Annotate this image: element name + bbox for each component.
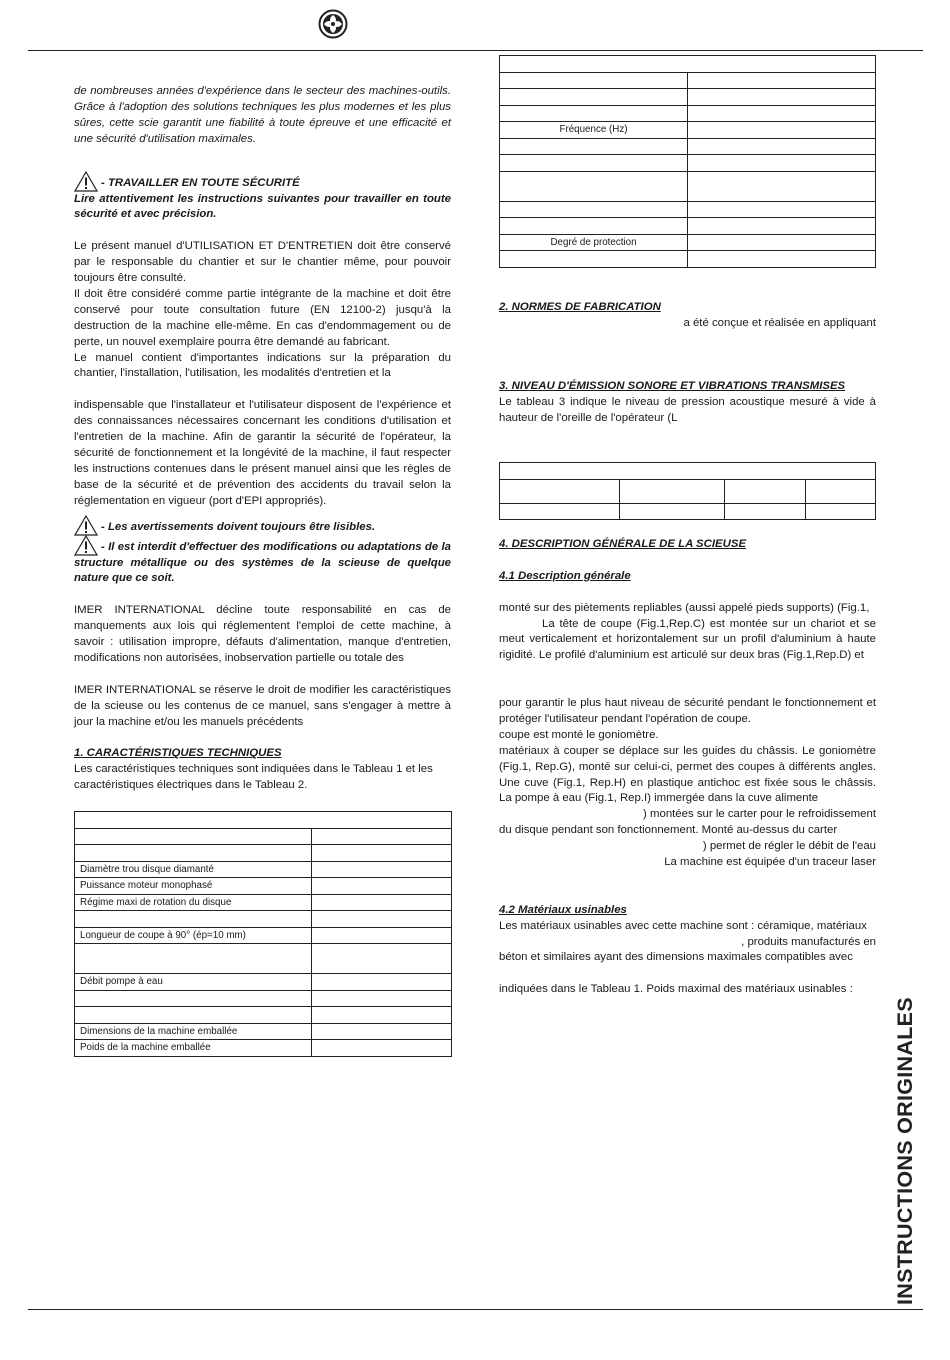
section-2-heading: 2. NORMES DE FABRICATION [499, 301, 661, 313]
table-value [312, 944, 452, 974]
table-value [312, 911, 452, 928]
table-row [500, 89, 876, 106]
warning-icon [74, 515, 98, 536]
table-row [500, 503, 876, 520]
table-value [688, 72, 876, 89]
rights-para: IMER INTERNATIONAL se réserve le droit de modifier les caractéristiques de la scieuse ou les contenus de ce manuel, sans s'engager à mettre à jour la machine et/ou les manuels précédents [74, 683, 451, 728]
table-label [75, 944, 312, 974]
table-row [75, 974, 452, 991]
table-label [75, 845, 312, 862]
section-4-heading: 4. DESCRIPTION GÉNÉRALE DE LA SCIEUSE [499, 538, 747, 550]
noise-level-table [499, 462, 876, 520]
table-value [312, 1007, 452, 1024]
description-line-4: coupe est monté le goniomètre. [499, 728, 659, 741]
table-value [688, 138, 876, 155]
table-row [75, 828, 452, 845]
right-column-lower [499, 537, 876, 998]
description-line-7: du disque pendant son fonctionnement. Monté au-dessus du carter [499, 824, 838, 837]
table-label: Régime maxi de rotation du disque [75, 894, 312, 911]
materials-line-3: béton et similaires ayant des dimensions maximales compatibles avec [499, 951, 853, 964]
section-3-heading: 3. NIVEAU D'ÉMISSION SONORE ET VIBRATIONS TRANSMISES [499, 380, 846, 393]
description-para-3: pour garantir le plus haut niveau de sécurité pendant le fonctionnement et protéger l'utilisateur pendant l'opération de coupe. [499, 697, 876, 725]
table-label [500, 105, 688, 122]
materials-line-4: indiquées dans le Tableau 1. Poids maximal des matériaux usinables : [499, 983, 853, 996]
footer-rule [28, 1309, 923, 1310]
table-label [75, 828, 312, 845]
table-label [500, 138, 688, 155]
table-label: Débit pompe à eau [75, 974, 312, 991]
imer-logo-icon [318, 9, 348, 39]
table-row [75, 1007, 452, 1024]
table-value [312, 1023, 452, 1040]
table-label [500, 218, 688, 235]
table-value [312, 927, 452, 944]
table-label [500, 201, 688, 218]
table-label: Fréquence (Hz) [500, 122, 688, 139]
table-label [500, 89, 688, 106]
description-line-1: monté sur des piètements repliables (aussi appelé pieds supports) (Fig.1, [499, 601, 870, 614]
table-value [688, 218, 876, 235]
table-row [500, 155, 876, 172]
table-row [75, 894, 452, 911]
table-label [500, 155, 688, 172]
table-value [688, 155, 876, 172]
table-row [500, 105, 876, 122]
table-row [75, 1040, 452, 1057]
section-1-heading: 1. CARACTÉRISTIQUES TECHNIQUES [74, 747, 282, 760]
table-value [688, 122, 876, 139]
table-value [312, 828, 452, 845]
table-value [312, 894, 452, 911]
description-para-2: La tête de coupe (Fig.1,Rep.C) est montée sur un chariot et se meut verticalement et horizontalement sur un profil d'aluminium à haute rigidité. Le profilé d'aluminium est articulé sur deux bras (Fig.1,Rep.D) et [499, 617, 876, 662]
intro-text: de nombreuses années d'expérience dans le secteur des machines-outils. Grâce à l'adoption des solutions techniques les plus modernes et les plus sûres, cette scie garantit une fiabilité à toute épreuve et une efficacité et une sécurité d'utilisation maximales. [74, 85, 451, 145]
materials-line-1: Les matériaux usinables avec cette machine sont : céramique, matériaux [499, 919, 867, 932]
description-line-6: ) montées sur le carter pour le refroidissement [643, 808, 876, 821]
section-1-text: Les caractéristiques techniques sont indiquées dans le Tableau 1 et les caractéristiques électriques dans le Tableau 2. [74, 763, 433, 792]
table-row [75, 861, 452, 878]
table-label: Dimensions de la machine emballée [75, 1023, 312, 1040]
side-title: INSTRUCTIONS ORIGINALES [893, 997, 917, 1305]
materials-line-2: , produits manufacturés en [741, 935, 876, 948]
table-label: Diamètre trou disque diamanté [75, 861, 312, 878]
table-label [500, 171, 688, 201]
warning-icon [74, 535, 98, 556]
section-4-1-heading: 4.1 Description générale [499, 569, 631, 582]
table-row [500, 72, 876, 89]
table-label [500, 72, 688, 89]
manual-para-4: indispensable que l'installateur et l'utilisateur disposent de l'expérience et des connaissances nécessaires concernant les conditions d'utilisation et l'entretien de la machine. Afin de garantir la sécurité de l'opérateur, la sécurité de fonctionnement et la longévité de la machine, il faut respecter les instructions contenues dans le présent manuel ainsi que les règles de base de la sécurité et de prévention des accidents du travail selon la réglementation en vigueur (port d'EPI appropriés). [74, 399, 451, 507]
section-2-text: a été conçue et réalisée en appliquant [683, 316, 876, 329]
table-label [75, 1007, 312, 1024]
warning-modification: - Il est interdit d'effectuer des modifications ou adaptations de la structure métallique ou des systèmes de la scieuse de quelque nature que ce soit. [74, 540, 451, 588]
table-row [75, 812, 452, 829]
technical-specs-table [74, 811, 452, 1057]
table-row [75, 990, 452, 1007]
table-row [500, 234, 876, 251]
warning-icon [74, 171, 98, 192]
electrical-specs-table [499, 55, 876, 268]
table-row [75, 944, 452, 974]
manual-para-3: Le manuel contient d'importantes indications sur la préparation du chantier, l'installation, l'utilisation, les modalités d'entretien et la [74, 351, 451, 380]
table-row [500, 201, 876, 218]
table-row [500, 56, 876, 73]
table-label: Puissance moteur monophasé [75, 878, 312, 895]
table-value [312, 878, 452, 895]
header-rule [28, 50, 923, 51]
table-row [500, 218, 876, 235]
table-label: Poids de la machine emballée [75, 1040, 312, 1057]
table-row [500, 138, 876, 155]
table-row [500, 122, 876, 139]
right-column [499, 300, 876, 427]
table-value [688, 89, 876, 106]
table-row [75, 878, 452, 895]
table-value [312, 861, 452, 878]
table-value [688, 251, 876, 268]
table-label [500, 251, 688, 268]
manual-para-1: Le présent manuel d'UTILISATION ET D'ENTRETIEN doit être conservé par le responsable du chantier et sur le chantier même, pour pouvoir toujours être consulté. [74, 240, 451, 285]
liability-para: IMER INTERNATIONAL décline toute responsabilité en cas de manquements aux lois qui réglementent l'emploi de cette machine, à savoir : utilisation impropre, défauts d'alimentation, manque d'entretien, modifications non autorisées, inobservation partielle ou totale des [74, 604, 451, 664]
table-row [500, 463, 876, 480]
table-value [312, 845, 452, 862]
table-row [75, 927, 452, 944]
table-value [688, 201, 876, 218]
warning-readable: - Les avertissements doivent toujours être lisibles. [74, 515, 451, 536]
table-value [688, 171, 876, 201]
table-row [500, 171, 876, 201]
table-label [75, 990, 312, 1007]
safety-heading: - TRAVAILLER EN TOUTE SÉCURITÉ [74, 171, 451, 192]
table-row [500, 479, 876, 503]
table-label [75, 911, 312, 928]
table-value [312, 990, 452, 1007]
section-4-2-heading: 4.2 Matériaux usinables [499, 903, 627, 916]
table-value [688, 105, 876, 122]
table-label: Degré de protection [500, 234, 688, 251]
table-label: Longueur de coupe à 90° (ép=10 mm) [75, 927, 312, 944]
description-line-9: La machine est équipée d'un traceur laser [664, 856, 876, 869]
table-row [75, 1023, 452, 1040]
table-value [688, 234, 876, 251]
left-column [74, 84, 451, 794]
safety-instruction: Lire attentivement les instructions suivantes pour travailler en toute sécurité et avec précision. [74, 192, 451, 221]
table-row [75, 911, 452, 928]
description-line-8: ) permet de régler le débit de l'eau [702, 840, 876, 853]
description-para-5: matériaux à couper se déplace sur les guides du châssis. Le goniomètre (Fig.1, Rep.G), monté sur celui-ci, permet des coupes à différents angles. Une cuve (Fig.1, Rep.H) en plastique antichoc est fixée sous le châssis. La pompe à eau (Fig.1, Rep.I) immergée dans la cuve alimente [499, 744, 876, 805]
table-value [312, 1040, 452, 1057]
table-row [75, 845, 452, 862]
table-row [500, 251, 876, 268]
section-3-text: Le tableau 3 indique le niveau de pression acoustique mesuré à vide à hauteur de l'oreille de l'opérateur (L [499, 396, 876, 425]
manual-para-2: Il doit être considéré comme partie intégrante de la machine et doit être conservé pour toute consultation future (EN 12100-2) jusqu'à la destruction de la machine elle-même. En cas d'endommagement ou de perte, un nouvel exemplaire pourra être demandé au fabricant. [74, 287, 451, 348]
table-value [312, 974, 452, 991]
